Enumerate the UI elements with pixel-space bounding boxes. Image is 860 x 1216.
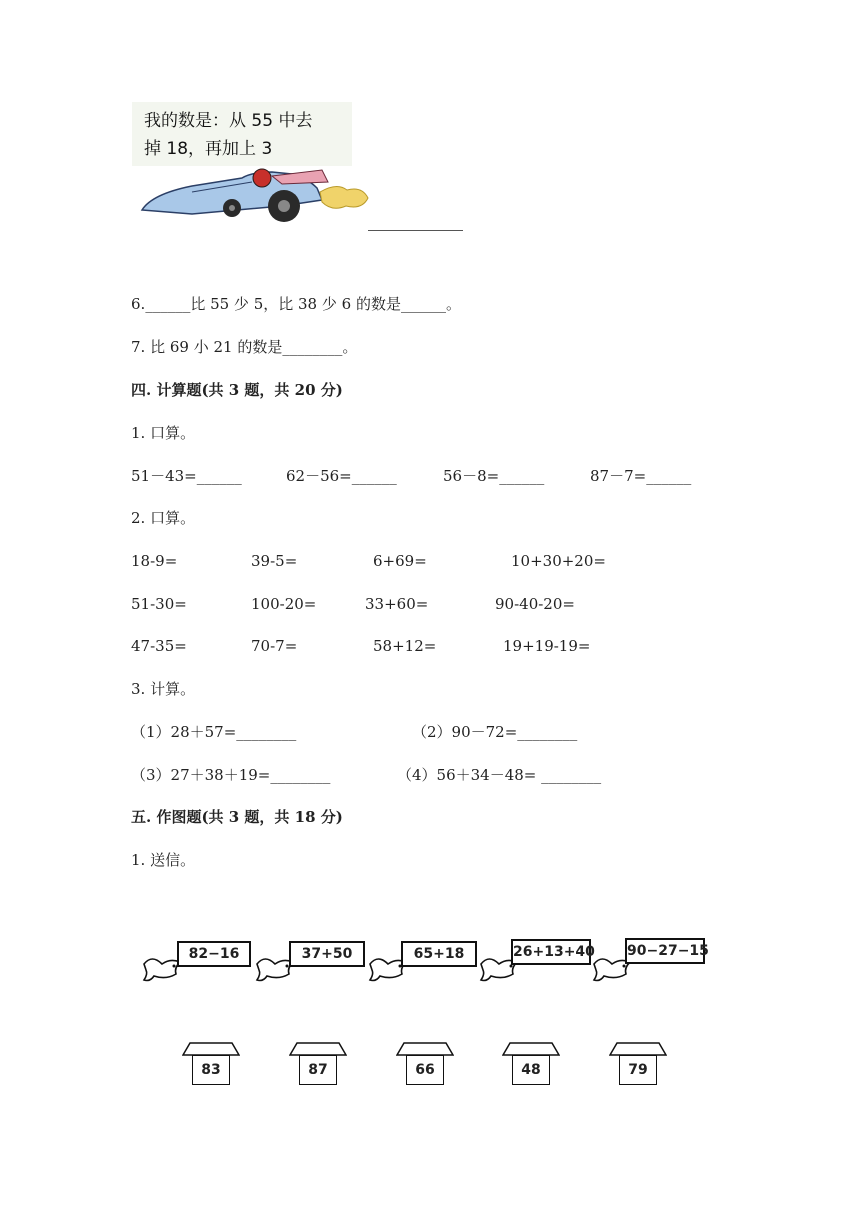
house-number: 48 (512, 1055, 550, 1085)
oral-calc-item[interactable]: 56－8=______ (443, 467, 545, 485)
calc-cell: 51-30= (131, 595, 187, 613)
section-4-q2-label: 2. 口算。 (131, 509, 196, 527)
q6-end: 。 (445, 295, 461, 313)
oral-calc-item[interactable]: 62－56=______ (286, 467, 397, 485)
q7-end: 。 (342, 338, 358, 356)
q6-blank-1[interactable]: ______ (145, 295, 191, 313)
calc-cell: 47-35= (131, 637, 187, 655)
calc-cell: 10+30+20= (511, 552, 606, 570)
calc-cell: 18-9= (131, 552, 178, 570)
calc-cell: 70-7= (251, 637, 298, 655)
house[interactable] (289, 1041, 347, 1087)
house[interactable] (182, 1041, 240, 1087)
calc-item[interactable]: （2）90－72=________ (412, 723, 578, 741)
calc-item[interactable]: （3）27＋38＋19=________ (131, 766, 331, 784)
calc-cell: 39-5= (251, 552, 298, 570)
house-number: 79 (619, 1055, 657, 1085)
question-6 (131, 294, 461, 314)
letter-card[interactable]: 65+18 (401, 941, 477, 967)
house-number: 66 (406, 1055, 444, 1085)
house[interactable] (396, 1041, 454, 1087)
calc-cell: 19+19-19= (503, 637, 591, 655)
letter-card[interactable]: 37+50 (289, 941, 365, 967)
q7-text: 7. 比 69 小 21 的数是 (131, 338, 283, 356)
q6-text: 比 55 少 5，比 38 少 6 的数是 (190, 295, 401, 313)
car-speech-line-1: 我的数是：从 55 中去 (144, 111, 313, 131)
house-number: 87 (299, 1055, 337, 1085)
car-answer-blank[interactable] (368, 230, 463, 231)
house[interactable] (502, 1041, 560, 1087)
car-speech-line-2: 掉 18，再加上 3 (144, 139, 273, 159)
q6-number: 6. (131, 295, 146, 313)
section-5-title: 五. 作图题(共 3 题，共 18 分) (131, 808, 343, 826)
section-5-q1-label: 1. 送信。 (131, 851, 196, 869)
letter-card[interactable]: 82−16 (177, 941, 251, 967)
question-7 (131, 337, 357, 357)
race-car-illustration (132, 102, 372, 232)
calc-cell: 100-20= (251, 595, 317, 613)
calc-cell: 33+60= (365, 595, 429, 613)
calc-cell: 6+69= (373, 552, 427, 570)
oral-calc-item[interactable]: 51－43=______ (131, 467, 242, 485)
letter-card[interactable]: 90−27−15 (625, 938, 705, 964)
section-4-q3-label: 3. 计算。 (131, 680, 196, 698)
calc-item[interactable]: （1）28＋57=________ (131, 723, 297, 741)
q7-blank[interactable]: ________ (282, 338, 343, 356)
section-4-title: 四. 计算题(共 3 题，共 20 分) (131, 381, 343, 399)
house-number: 83 (192, 1055, 230, 1085)
calc-cell: 90-40-20= (495, 595, 575, 613)
calc-item[interactable]: （4）56＋34－48= ________ (397, 766, 602, 784)
oral-calc-item[interactable]: 87－7=______ (590, 467, 692, 485)
calc-cell: 58+12= (373, 637, 437, 655)
q6-blank-2[interactable]: ______ (400, 295, 446, 313)
section-4-q1-label: 1. 口算。 (131, 424, 196, 442)
letter-card[interactable]: 26+13+40 (511, 939, 591, 965)
house[interactable] (609, 1041, 667, 1087)
